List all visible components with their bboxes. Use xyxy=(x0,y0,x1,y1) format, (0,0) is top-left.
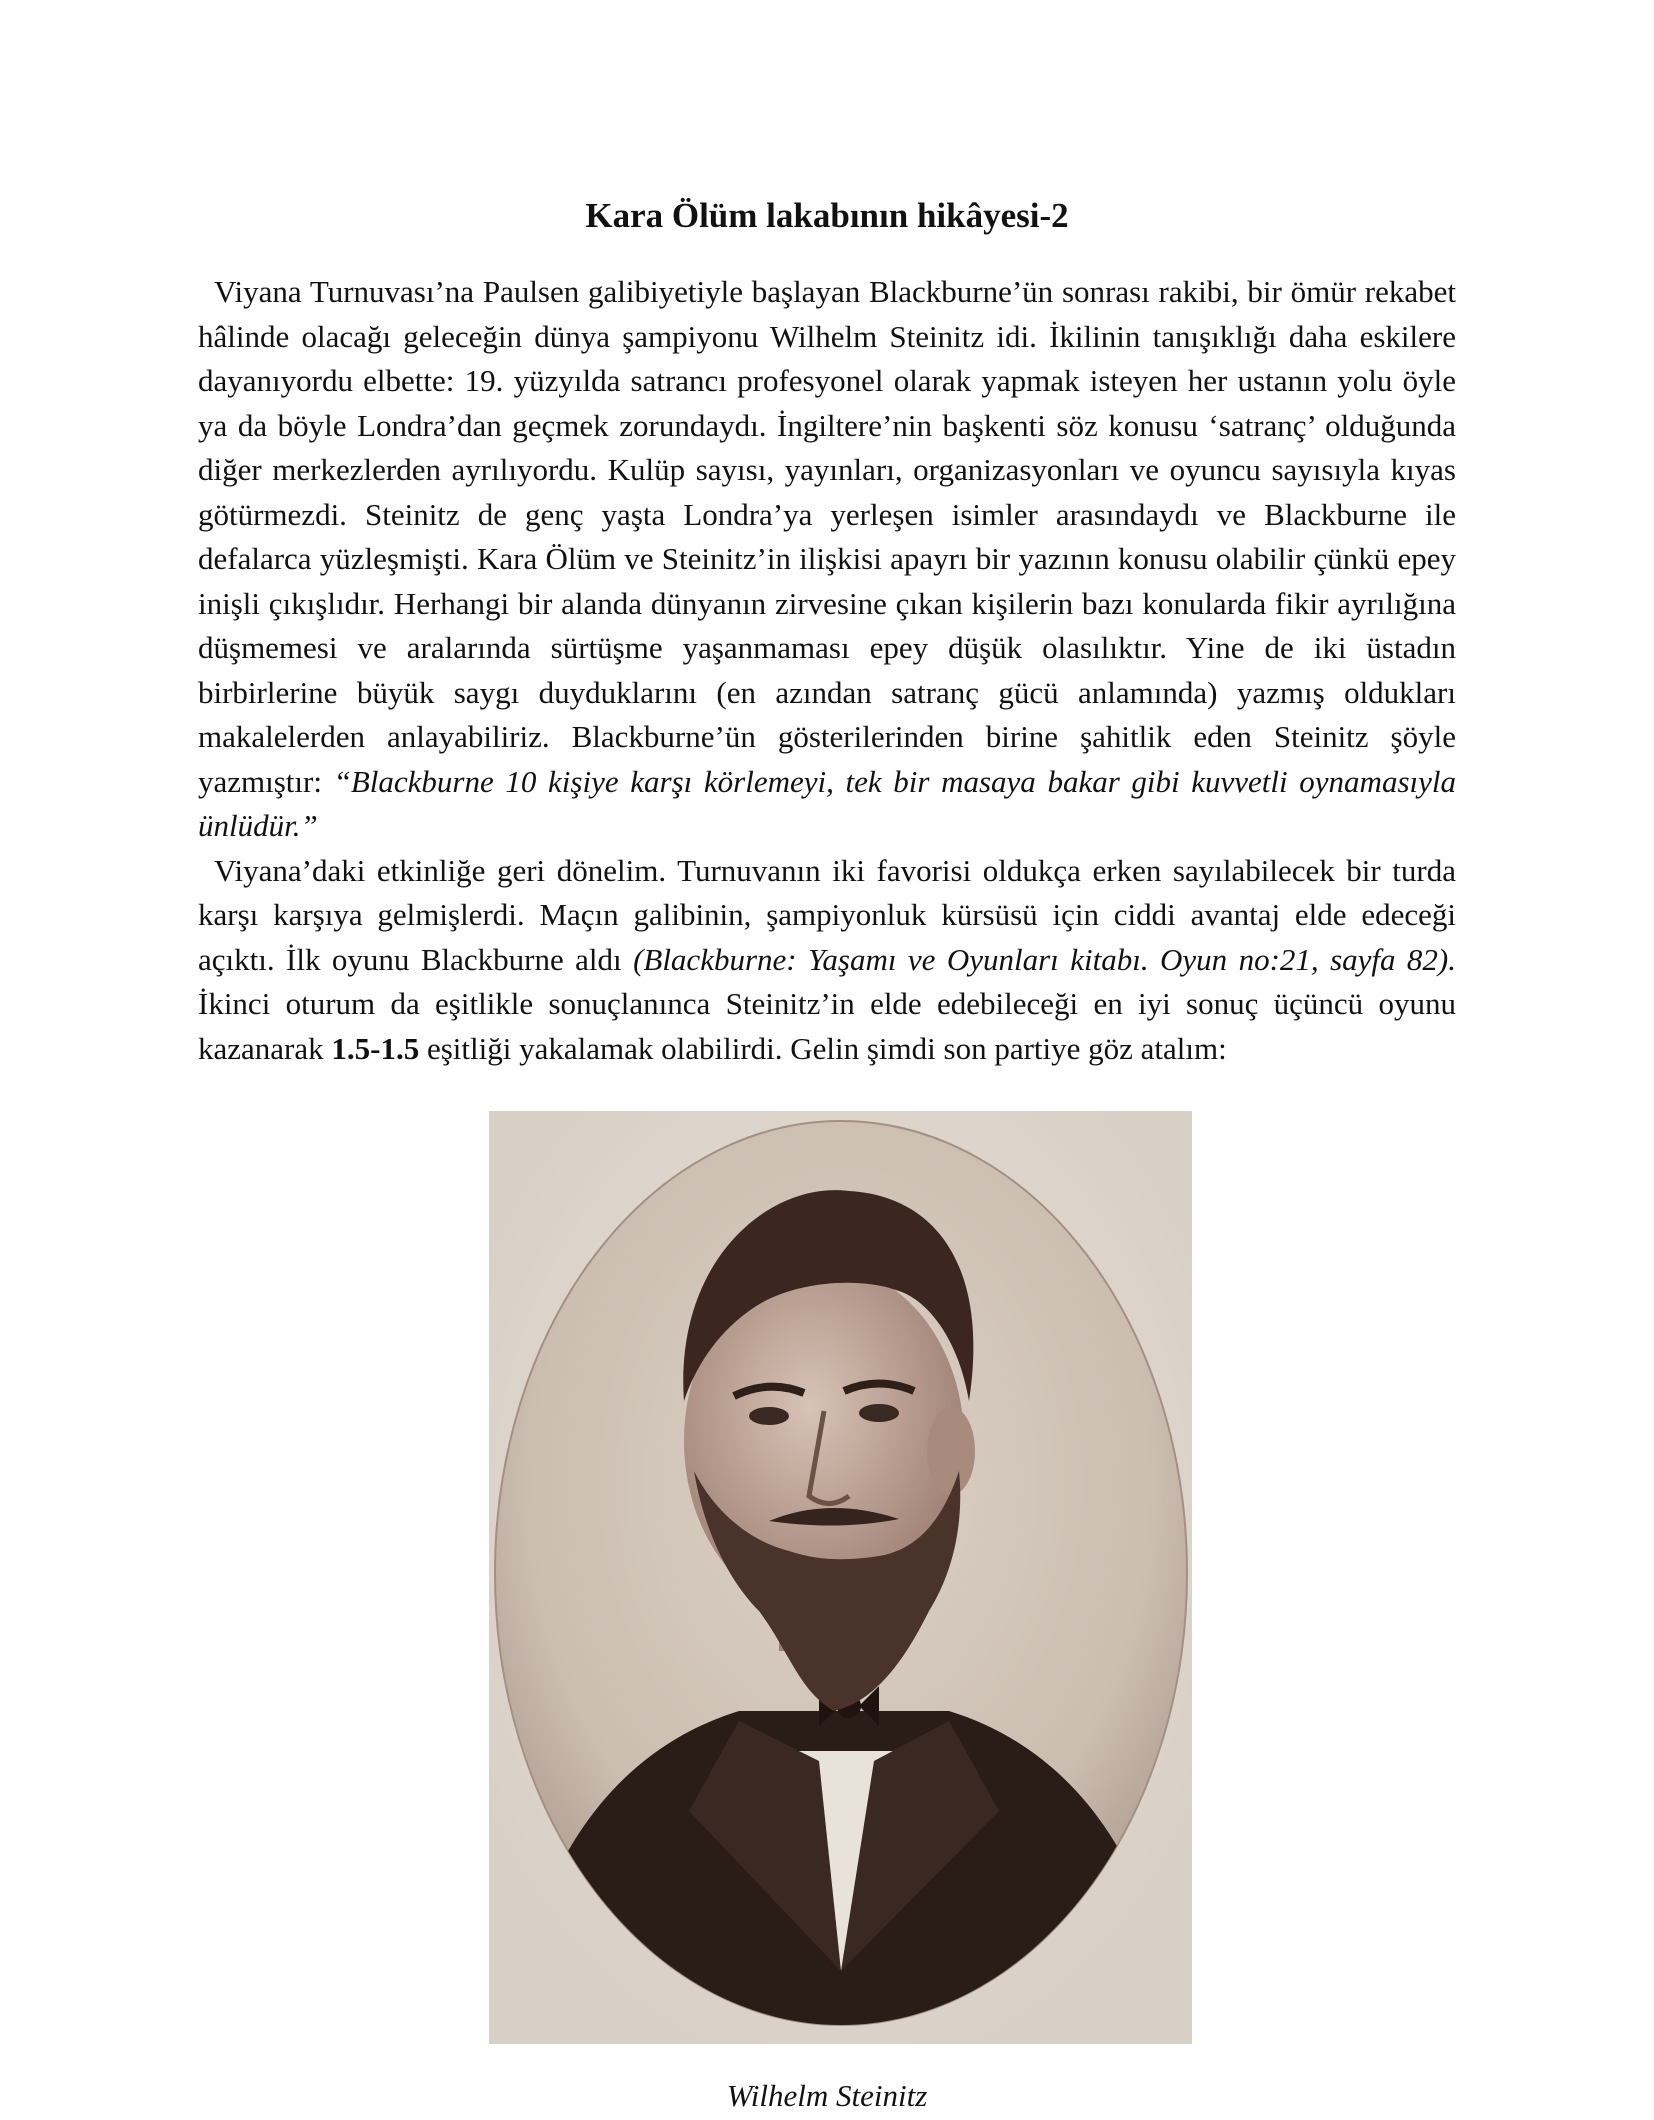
paragraph-2 xyxy=(198,849,1456,1072)
paragraph-1 xyxy=(198,270,1456,849)
paragraph-2-text-c: eşitliği yakalamak olabilirdi. Gelin şimdi son partiye göz atalım: xyxy=(419,1030,1227,1066)
photo-caption: Wilhelm Steinitz xyxy=(726,2078,928,2113)
portrait-illustration xyxy=(489,1111,1192,2044)
steinitz-portrait-photo xyxy=(489,1111,1192,2044)
steinitz-quote: “Blackburne 10 kişiye karşı körlemeyi, tek bir masaya bakar gibi kuvvetli oynamasıyla ünlüdür.” xyxy=(198,763,1456,843)
score-highlight: 1.5-1.5 xyxy=(331,1030,420,1066)
article-body xyxy=(198,270,1456,1071)
paragraph-1-text: Viyana Turnuvası’na Paulsen galibiyetiyle başlayan Blackburne’ün sonrası rakibi, bir ömür rekabet hâlinde olacağı geleceğin dünya şampiyonu Wilhelm Steinitz idi. İkilinin tanışıklığı daha eskilere dayanıyordu elbette: 19. yüzyılda satrancı profesyonel olarak yapmak isteyen her ustanın yolu öyle ya da böyle Londra’dan geçmek zorundaydı. İngiltere’nin başkenti söz konusu ‘satranç’ olduğunda diğer merkezlerden ayrılıyordu. Kulüp sayısı, yayınları, organizasyonları ve oyuncu sayısıyla kıyas götürmezdi. Steinitz de genç yaşta Londra’ya yerleşen isimler arasındaydı ve Blackburne ile defalarca yüzleşmişti. Kara Ölüm ve Steinitz’in ilişkisi apayrı bir yazının konusu olabilir çünkü epey inişli çıkışlıdır. Herhangi bir alanda dünyanın zirvesine çıkan kişilerin bazı konularda fikir ayrılığına düşmemesi ve aralarında sürtüşme yaşanmaması epey düşük olasılıktır. Yine de iki üstadın birbirlerine büyük saygı duyduklarını (en azından satranç gücü anlamında) yazmış oldukları makalelerden anlayabiliriz. Blackburne’ün gösterilerinden birine şahitlik eden Steinitz şöyle yazmıştır: xyxy=(198,274,1456,799)
paragraph-2-text-b: İkinci oturum da eşitlikle sonuçlanınca Steinitz’in elde edebileceği en iyi sonuç üçüncü oyunu kazanarak xyxy=(198,986,1456,1066)
page-title: Kara Ölüm lakabının hikâyesi-2 xyxy=(585,196,1069,235)
paragraph-2-text-a: Viyana’daki etkinliğe geri dönelim. Turnuvanın iki favorisi oldukça erken sayılabilecek bir turda karşı karşıya gelmişlerdi. Maçın galibinin, şampiyonluk kürsüsü için ciddi avantaj elde edeceği açıktı. İlk oyunu Blackburne aldı xyxy=(198,852,1456,977)
book-citation: (Blackburne: Yaşamı ve Oyunları kitabı. Oyun no:21, sayfa 82). xyxy=(633,941,1457,977)
